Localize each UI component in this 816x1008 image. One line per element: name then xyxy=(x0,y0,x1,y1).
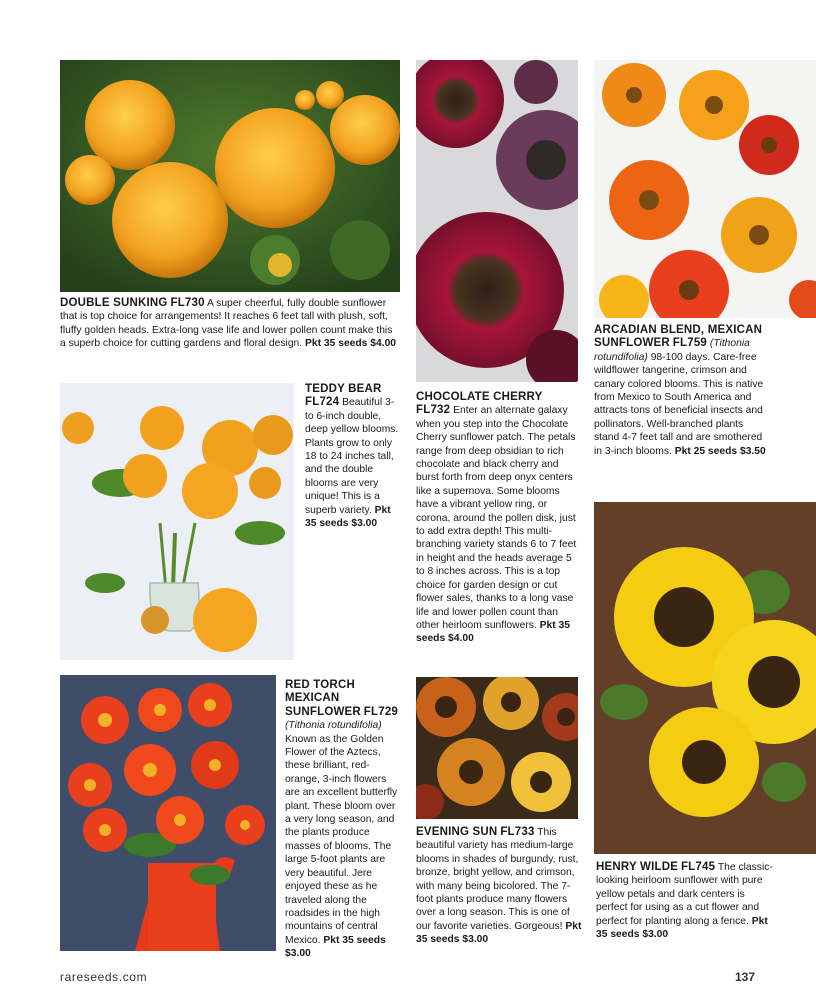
henry-wilde-photo xyxy=(594,502,816,854)
product-name: TEDDY BEAR xyxy=(305,383,382,395)
product-code: FL759 xyxy=(672,337,708,350)
footer-website: rareseeds.com xyxy=(60,970,148,984)
evening-sun-description xyxy=(416,826,586,947)
product-description: 98-100 days. Care-free wildflower tangerine, crimson and canary colored blooms. This is native from Mexico to South America and attracts tons of beneficial insects and pollinators. Well-branched plants stand 4-7 feet tall and are smothered in 3-inch blooms. xyxy=(594,351,764,457)
page-number: 137 xyxy=(735,970,756,984)
red-torch-description xyxy=(285,679,402,961)
teddy-bear-photo xyxy=(60,383,294,660)
product-code: FL732 xyxy=(416,404,451,417)
product-code: FL729 xyxy=(363,705,399,718)
double-sunking-description xyxy=(60,297,400,351)
product-price: Pkt 35 seeds $3.00 xyxy=(285,934,386,960)
evening-sun-photo xyxy=(416,677,578,819)
product-name: RED TORCH MEXICAN SUNFLOWER xyxy=(285,679,361,718)
product-code: FL730 xyxy=(170,297,205,309)
teddy-bear-description xyxy=(305,383,403,530)
product-code: FL745 xyxy=(680,861,716,873)
product-name: CHOCOLATE CHERRY xyxy=(416,391,543,403)
arcadian-blend-photo xyxy=(594,60,816,318)
product-description: The classic-looking heirloom sunflower with pure yellow petals and dark centers is perfect for using as a cut flower and perfect for planting along a fence. xyxy=(596,862,773,927)
product-price: Pkt 35 seeds $3.00 xyxy=(596,915,768,941)
product-code: FL724 xyxy=(305,396,340,409)
product-name: EVENING SUN xyxy=(416,826,498,838)
red-torch-photo xyxy=(60,675,276,951)
product-description: Enter an alternate galaxy when you step into the Chocolate Cherry sunflower patch. The petals range from deep obsidian to rich chocolate and black cherry and burst forth from deep onyx centers like a supernova. Some blooms have a vibrant yellow ring, or corona, around the pollen disk, just to add extra depth! This multi-branching variety stands 6 to 7 feet in height and the heads average 5 to 8 inches across. This is a top choice for garden design or cut flower sales, thanks to a long vase life and lower pollen count than other heirloom sunflowers. xyxy=(416,405,577,631)
double-sunking-photo xyxy=(60,60,400,292)
product-name: HENRY WILDE xyxy=(596,861,679,873)
chocolate-cherry-description xyxy=(416,391,579,646)
product-code: FL733 xyxy=(500,826,535,838)
product-name: DOUBLE SUNKING xyxy=(60,297,168,309)
product-price: Pkt 35 seeds $3.00 xyxy=(416,920,582,946)
product-price: Pkt 35 seeds $4.00 xyxy=(416,619,570,645)
product-price: Pkt 35 seeds $4.00 xyxy=(305,338,397,350)
product-latin-name: (Tithonia rotundifolia) xyxy=(285,720,382,732)
product-name: ARCADIAN BLEND, MEXICAN SUNFLOWER xyxy=(594,324,763,350)
chocolate-cherry-photo xyxy=(416,60,578,382)
product-latin-name: (Tithonia rotundifolia) xyxy=(594,338,750,363)
product-price: Pkt 25 seeds $3.50 xyxy=(674,445,766,457)
product-price: Pkt 35 seeds $3.00 xyxy=(305,504,391,530)
product-description: A super cheerful, fully double sunflower that is top choice for arrangements! It reaches 6 feet tall with plush, soft, fluffy golden heads. Extra-long vase life and lower pollen count make this a superb choice for cutting gardens and floral design. xyxy=(60,298,393,350)
henry-wilde-description xyxy=(596,861,776,941)
product-description: This beautiful variety has medium-large blooms in shades of burgundy, rust, bronze, bright yellow, and crimson, with many being bicolored. The 7-foot plants produce many flowers over a long season. This is one of our favorite varieties. Gorgeous! xyxy=(416,827,579,932)
product-description: Known as the Golden Flower of the Aztecs, these brilliant, red-orange, 3-inch flowers are an excellent butterfly plant. These bloom over a very long season, and the plants produce masses of blooms. The large 5-foot plants are very beautiful. Jere enjoyed these as he traveled along the roadsides in the high mountains of central Mexico. xyxy=(285,733,398,946)
arcadian-blend-description xyxy=(594,324,766,458)
product-description: Beautiful 3- to 6-inch double, deep yellow blooms. Plants grow to only 18 to 24 inches tall, and the double blooms are very unique! This is a superb variety. xyxy=(305,397,399,516)
